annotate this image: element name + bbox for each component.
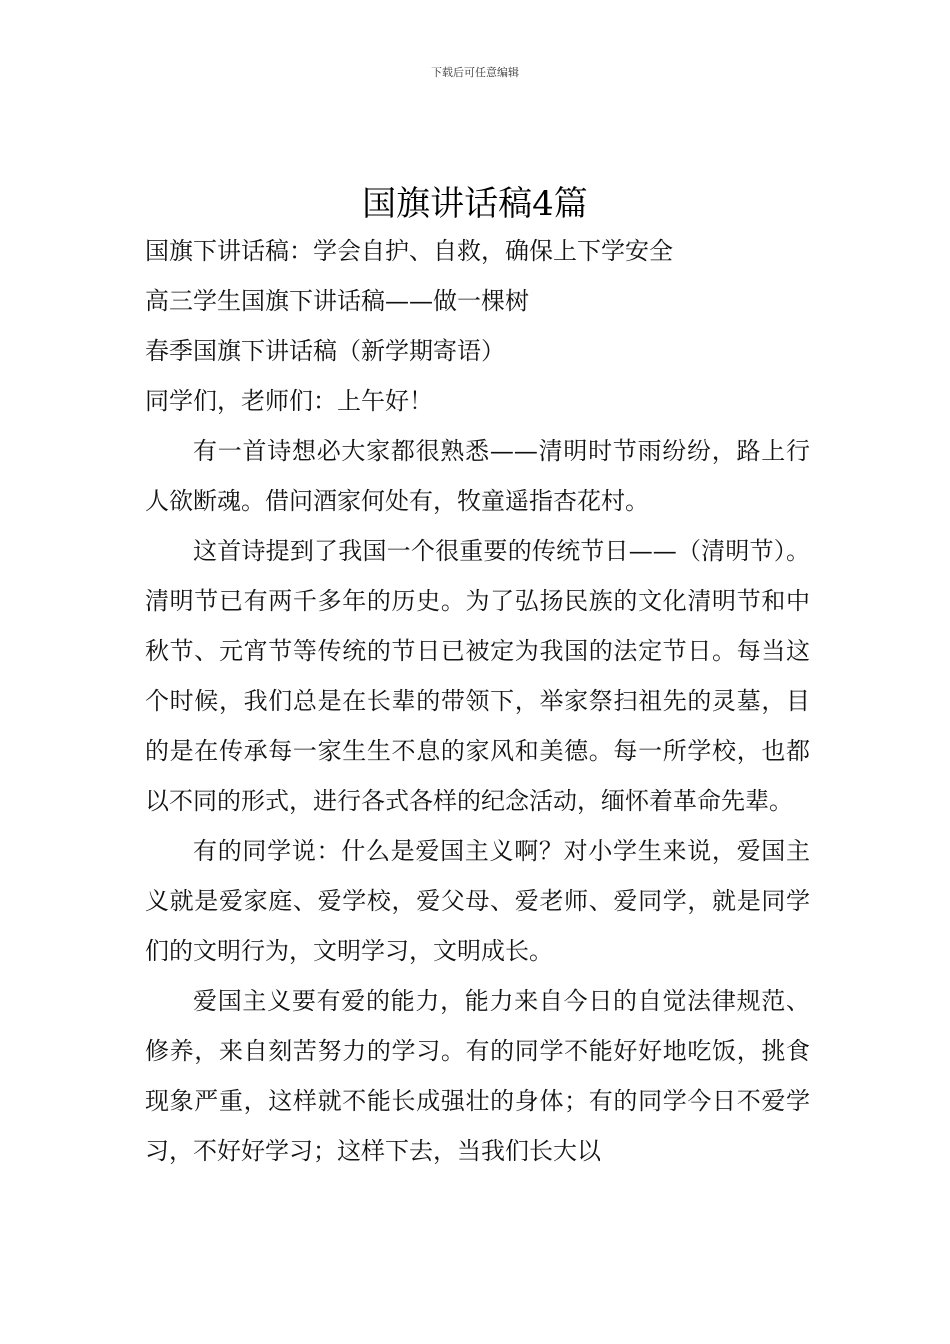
toc-item: 春季国旗下讲话稿（新学期寄语） (145, 337, 505, 365)
paragraph: 有的同学说：什么是爱国主义啊？对小学生来说，爱国主义就是爱家庭、爱学校，爱父母、爱老师、爱同学，就是同学们的文明行为，文明学习，文明成长。 (145, 837, 810, 965)
toc-item: 国旗下讲话稿：学会自护、自救，确保上下学安全 (145, 237, 673, 265)
paragraph: 爱国主义要有爱的能力，能力来自今日的自觉法律规范、修养，来自刻苦努力的学习。有的同学不能好好地吃饭，挑食现象严重，这样就不能长成强壮的身体；有的同学今日不爱学习，不好好学习；这样下去，当我们长大以 (145, 987, 810, 1165)
paragraph: 有一首诗想必大家都很熟悉——清明时节雨纷纷，路上行人欲断魂。借问酒家何处有，牧童遥指杏花村。 (145, 437, 810, 515)
greeting: 同学们，老师们：上午好！ (145, 387, 433, 415)
document-title: 国旗讲话稿4篇 (362, 184, 588, 224)
paragraph: 这首诗提到了我国一个很重要的传统节日——（清明节）。清明节已有两千多年的历史。为了弘扬民族的文化清明节和中秋节、元宵节等传统的节日已被定为我国的法定节日。每当这个时候，我们总是在长辈的带领下，举家祭扫祖先的灵墓，目的是在传承每一家生生不息的家风和美德。每一所学校，也都以不同的形式，进行各式各样的纪念活动，缅怀着革命先辈。 (145, 537, 810, 815)
document-body (145, 226, 810, 1176)
toc-item: 高三学生国旗下讲话稿——做一棵树 (145, 287, 529, 315)
header-note: 下载后可任意编辑 (431, 66, 519, 79)
